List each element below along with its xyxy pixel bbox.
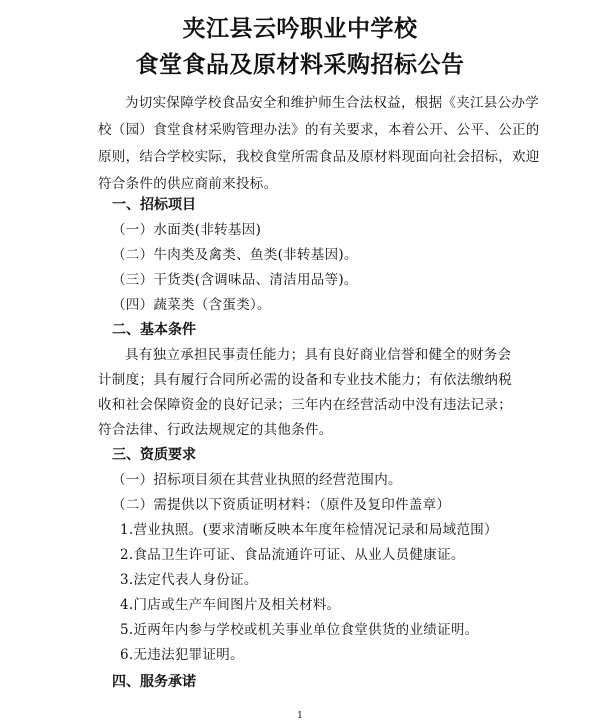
project-item: （三）干货类(含调味品、清洁用品等)。 <box>112 272 358 288</box>
qualification-item: （二）需提供以下资质证明材料：（原件及复印件盖章） <box>112 497 451 513</box>
section-heading-qualifications: 三、资质要求 <box>112 447 196 463</box>
project-item: （一）水面类(非转基因) <box>112 222 262 238</box>
qualification-item: 5.近两年内参与学校或机关事业单位食堂供货的业绩证明。 <box>120 622 479 638</box>
section-heading-service: 四、服务承诺 <box>112 674 196 690</box>
project-item: （四）蔬菜类（含蛋类）。 <box>112 297 271 313</box>
page-number: 1 <box>297 711 303 721</box>
qualification-item: 1.营业执照。(要求清晰反映本年度年检情况记录和局域范围） <box>120 522 498 538</box>
qualification-item: 6.无违法犯罪证明。 <box>120 647 244 663</box>
document-title-school: 夹江县云吟职业中学校 <box>182 16 418 42</box>
document-title-notice: 食堂食品及原材料采购招标公告 <box>135 52 465 78</box>
intro-paragraph: 为切实保障学校食品安全和维护师生合法权益，根据《夹江县公办学校（园）食堂食材采购管理办法》的有关要求，本着公开、公平、公正的原则，结合学校实际，我校食堂所需食品及原材料现面向社会招标，欢迎符合条件的供应商前来投标。 <box>98 95 540 192</box>
qualification-item: 3.法定代表人身份证。 <box>120 572 258 588</box>
conditions-line: 计制度；具有履行合同所必需的设备和专业技术能力；有依法缴纳税 <box>98 372 512 388</box>
conditions-line: 收和社会保障资金的良好记录；三年内在经营活动中没有违法记录； <box>98 397 512 413</box>
qualification-item: （一）招标项目须在其营业执照的经营范围内。 <box>112 472 402 488</box>
section-heading-projects: 一、招标项目 <box>112 197 196 213</box>
project-item: （二）牛肉类及禽类、鱼类(非转基因)。 <box>112 247 358 263</box>
conditions-line: 符合法律、行政法规规定的其他条件。 <box>98 422 333 438</box>
qualification-item: 2.食品卫生许可证、食品流通许可证、从业人员健康证。 <box>120 547 465 563</box>
section-heading-conditions: 二、基本条件 <box>112 322 196 338</box>
conditions-line: 具有独立承担民事责任能力；具有良好商业信誉和健全的财务会 <box>125 347 512 363</box>
qualification-item: 4.门店或生产车间图片及相关材料。 <box>120 597 341 613</box>
